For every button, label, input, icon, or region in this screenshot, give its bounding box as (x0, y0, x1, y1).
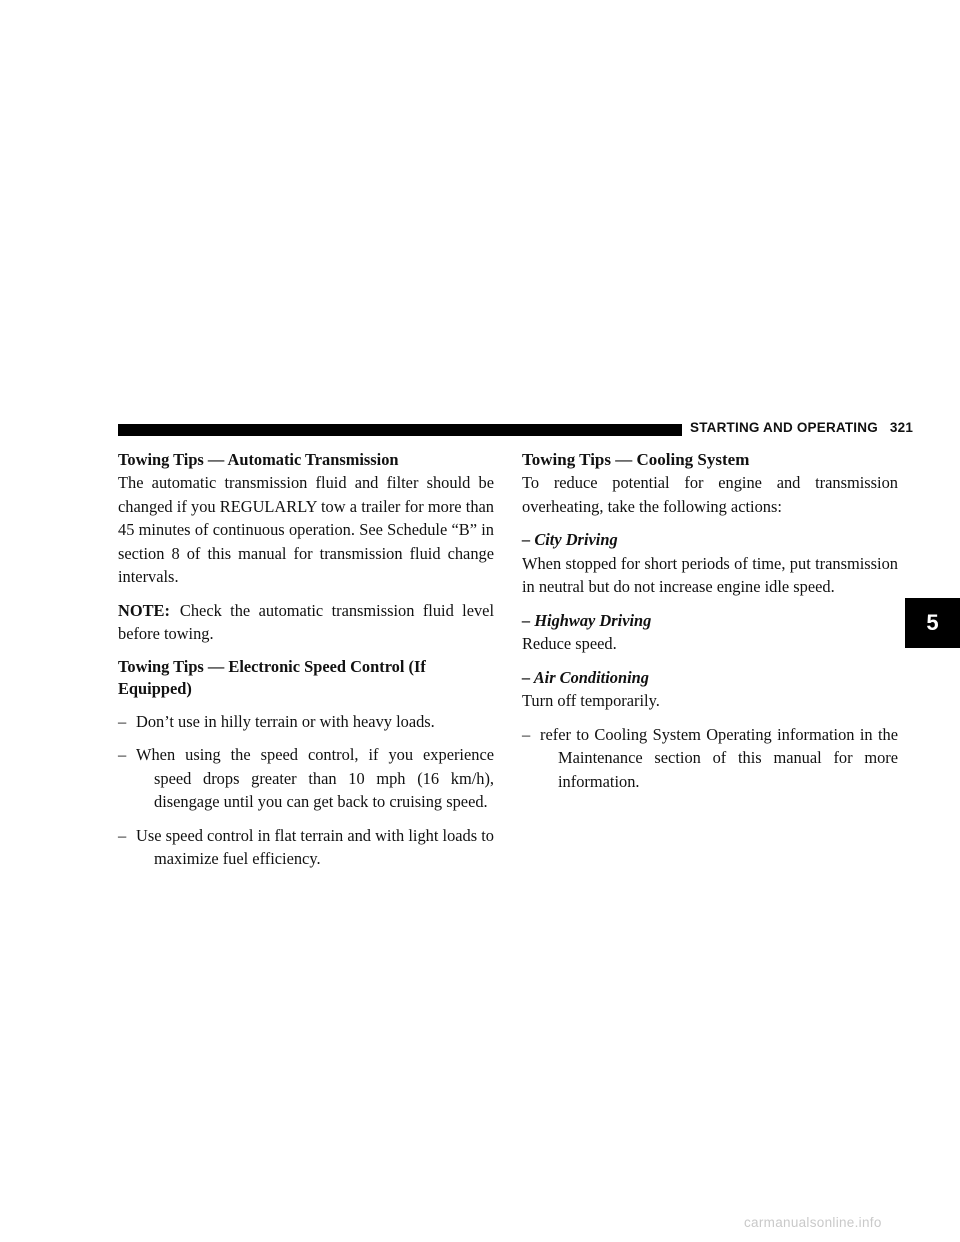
list-item (118, 824, 494, 871)
subsection-text: Reduce speed. (522, 634, 617, 653)
watermark: carmanualsonline.info (744, 1215, 882, 1230)
subsection-text: When stopped for short periods of time, put transmission in neutral but do not increase engine idle speed. (522, 553, 898, 596)
page-number: 321 (889, 420, 914, 435)
left-column (118, 449, 494, 871)
subheading: – Air Conditioning (522, 667, 649, 687)
dash-marker: – (118, 745, 127, 764)
right-column (522, 449, 898, 793)
running-header (690, 420, 913, 435)
paragraph-intro: To reduce potential for engine and transmission overheating, take the following actions: (522, 473, 898, 516)
heading-speed-control: Towing Tips — Electronic Speed Control (If Equipped) (118, 656, 426, 698)
list-item (118, 710, 494, 734)
list-item-text: Don’t use in hilly terrain or with heavy loads. (136, 711, 435, 731)
list-item (118, 743, 494, 814)
note-text: Check the automatic transmission fluid level before towing. (118, 600, 494, 643)
note-label: NOTE: (118, 600, 170, 620)
dash-marker: – (522, 724, 531, 744)
subsection-air-conditioning (522, 666, 898, 713)
note-paragraph (118, 599, 494, 646)
section-title: STARTING AND OPERATING (690, 420, 878, 435)
dash-marker: – (118, 711, 127, 731)
list-item (522, 723, 898, 794)
subsection-text: Turn off temporarily. (522, 691, 660, 710)
list-item-text: When using the speed control, if you experience speed drops greater than 10 mph (16 km/h), disengage until you can get back to cruising speed. (136, 745, 494, 811)
chapter-tab: 5 (905, 598, 960, 648)
list-item-text: refer to Cooling System Operating information in the Maintenance section of this manual for more information. (540, 724, 898, 791)
heading-automatic-transmission: Towing Tips — Automatic Transmission (118, 450, 399, 469)
subheading: – City Driving (522, 530, 618, 549)
subsection-city-driving (522, 528, 898, 599)
list-item-text: Use speed control in flat terrain and with light loads to maximize fuel efficiency. (136, 825, 494, 868)
subsection-highway-driving (522, 609, 898, 656)
subheading: – Highway Driving (522, 610, 652, 630)
header-rule (118, 424, 682, 436)
paragraph-fluid-change: The automatic transmission fluid and filter should be changed if you REGULARLY tow a trailer for more than 45 minutes of continuous operation. See Schedule “B” in section 8 of this manual for transmission fluid change intervals. (118, 473, 494, 586)
dash-marker: – (118, 825, 127, 845)
heading-cooling-system: Towing Tips — Cooling System (522, 450, 750, 469)
